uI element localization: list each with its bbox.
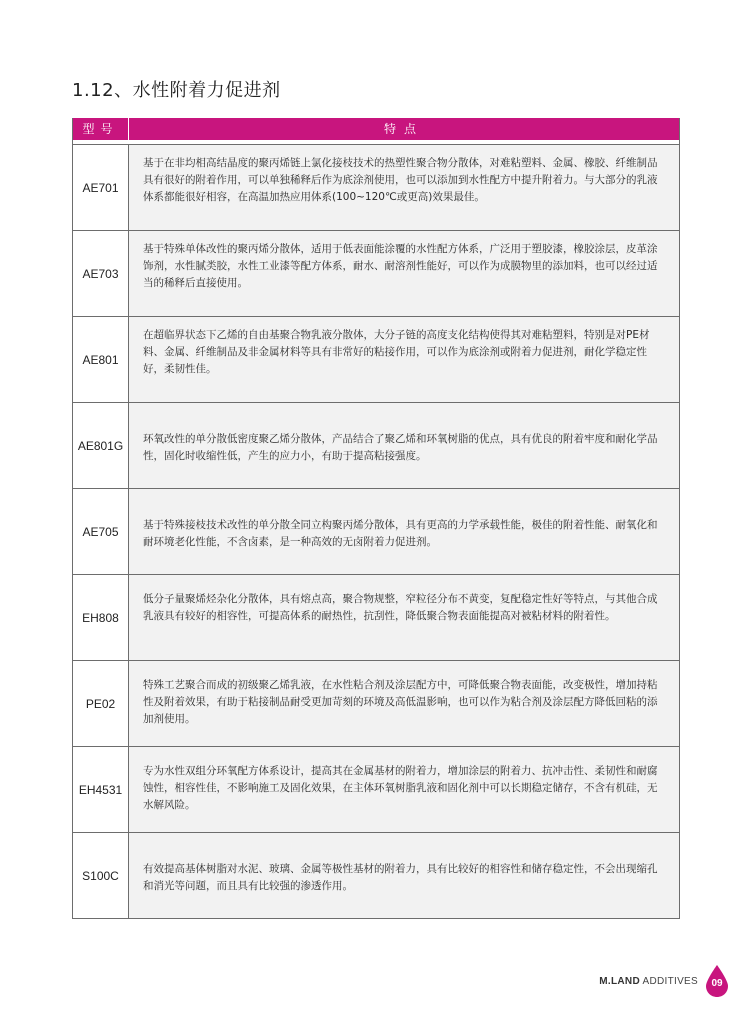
model-cell: PE02 — [73, 661, 129, 746]
desc-cell: 基于特殊接枝技术改性的单分散全同立构聚丙烯分散体，具有更高的力学承载性能，极佳的附着性能、耐氧化和耐环境老化性能，不含卤素，是一种高效的无卤附着力促进剂。 — [129, 489, 679, 574]
desc-cell: 特殊工艺聚合而成的初级聚乙烯乳液，在水性粘合剂及涂层配方中，可降低聚合物表面能，改变极性，增加持粘性及附着效果，有助于粘接制品耐受更加苛刻的环境及高低温影响，也可以作为粘合剂及涂层配方降低回粘的添加剂使用。 — [129, 661, 679, 746]
table-row — [73, 144, 679, 230]
page-number: 09 — [711, 978, 723, 989]
table-row — [73, 230, 679, 316]
model-cell: AE801G — [73, 403, 129, 488]
table-row — [73, 832, 679, 918]
page-title: 1.12、水性附着力促进剂 — [72, 80, 281, 101]
desc-cell: 环氧改性的单分散低密度聚乙烯分散体，产品结合了聚乙烯和环氧树脂的优点，具有优良的附着牢度和耐化学品性，固化时收缩性低，产生的应力小，有助于提高粘接强度。 — [129, 403, 679, 488]
brand-rest: ADDITIVES — [639, 975, 698, 987]
desc-cell: 低分子量聚烯烃杂化分散体，具有熔点高，聚合物规整，窄粒径分布不黄变，复配稳定性好等特点，与其他合成乳液具有较好的相容性，可提高体系的耐热性，抗刮性，降低聚合物表面能提高对被粘材料的附着性。 — [129, 575, 679, 660]
desc-cell: 有效提高基体树脂对水泥、玻璃、金属等极性基材的附着力，具有比较好的相容性和储存稳定性，不会出现缩孔和消光等问题，而且具有比较强的渗透作用。 — [129, 833, 679, 918]
desc-cell: 基于在非均相高结晶度的聚丙烯链上氯化接枝技术的热塑性聚合物分散体，对难粘塑料、金属、橡胶、纤维制品具有很好的附着作用，可以单独稀释后作为底涂剂使用，也可以添加到水性配方中提升附着力。与大部分的乳液体系都能很好相容，在高温加热应用体系(100~120℃或更高)效果最佳。 — [129, 145, 679, 230]
table-row — [73, 402, 679, 488]
model-cell: EH4531 — [73, 747, 129, 832]
model-cell: AE701 — [73, 145, 129, 230]
brand-logo-text — [599, 976, 698, 987]
table-row — [73, 488, 679, 574]
model-cell: S100C — [73, 833, 129, 918]
table-header — [73, 118, 679, 140]
header-model: 型号 — [82, 122, 119, 136]
table-row — [73, 746, 679, 832]
model-cell: AE705 — [73, 489, 129, 574]
page-footer — [599, 964, 730, 998]
page-number-drop-icon — [704, 964, 730, 998]
table-row — [73, 660, 679, 746]
brand-bold: M.LAND — [599, 975, 640, 987]
product-table — [72, 118, 680, 919]
desc-cell: 在超临界状态下乙烯的自由基聚合物乳液分散体，大分子链的高度支化结构使得其对难粘塑料，特别是对PE材料、金属、纤维制品及非金属材料等具有非常好的粘接作用，可以作为底涂剂或附着力促进剂，耐化学稳定性好，柔韧性佳。 — [129, 317, 679, 402]
desc-cell: 基于特殊单体改性的聚丙烯分散体，适用于低表面能涂覆的水性配方体系，广泛用于塑胶漆，橡胶涂层，皮革涂饰剂，水性腻类胶，水性工业漆等配方体系，耐水、耐溶剂性能好，可以作为成膜物里的添加料，也可以经过适当的稀释后直接使用。 — [129, 231, 679, 316]
model-cell: AE703 — [73, 231, 129, 316]
model-cell: AE801 — [73, 317, 129, 402]
header-features: 特点 — [128, 118, 679, 140]
table-row — [73, 316, 679, 402]
desc-cell: 专为水性双组分环氧配方体系设计，提高其在金属基材的附着力，增加涂层的附着力、抗冲击性、柔韧性和耐腐蚀性，相容性佳，不影响施工及固化效果，在主体环氧树脂乳液和固化剂中可以长期稳定储存，不含有机硅，无水解风险。 — [129, 747, 679, 832]
model-cell: EH808 — [73, 575, 129, 660]
table-row — [73, 574, 679, 660]
